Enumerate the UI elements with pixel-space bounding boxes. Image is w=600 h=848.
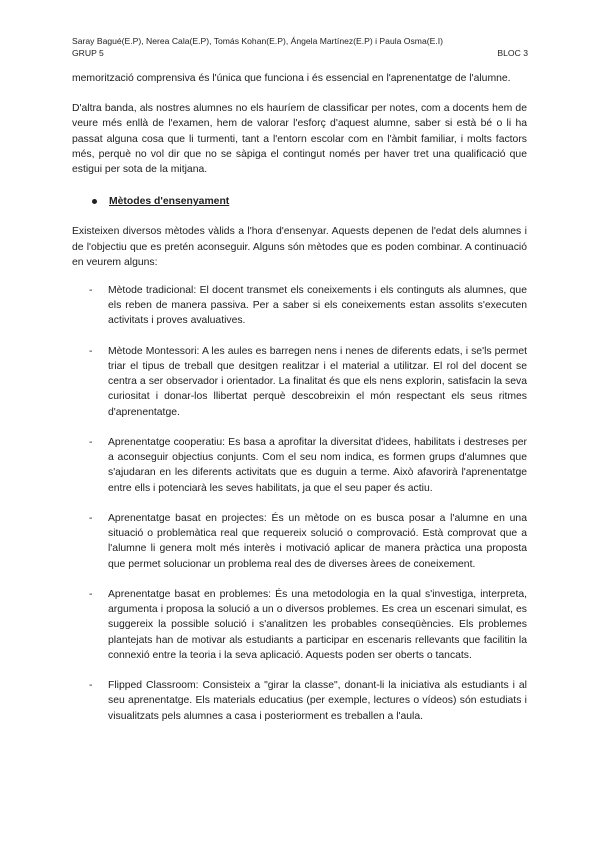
methods-list: [72, 283, 527, 724]
header-authors: Saray Bagué(E.P), Nerea Cala(E.P), Tomás Kohan(E.P), Ángela Martínez(E.P) i Paula Osma(E.I): [72, 36, 443, 46]
dash-marker: -: [89, 345, 93, 357]
header-group: GRUP 5: [72, 48, 104, 58]
page-header: [72, 35, 528, 59]
list-item-text: Mètode Montessori: A les aules es barregen nens i nenes de diferents edats, i se'ls permet triar el tipus de treball que desitgen realitzar i el material a utilitzar. El rol del docent se centra a ser observador i orientador. La finalitat és que els nens explorin, satisfacin la seva curiositat i donar-los llibertat perquè descobreixin el món respectant els seus ritmes d'aprenentatge.: [108, 345, 527, 418]
list-item: [72, 344, 527, 420]
dash-marker: -: [89, 437, 93, 449]
dash-marker: -: [89, 513, 93, 525]
bullet-icon: [92, 199, 97, 204]
list-item: [72, 511, 527, 572]
section-title: Mètodes d'ensenyament: [109, 196, 230, 208]
section-intro: Existeixen diversos mètodes vàlids a l'hora d'ensenyar. Aquests depenen de l'edat dels alumnes i de l'objectiu que es pretén aconseguir. Alguns són mètodes que es poden combinar. A continuació en veurem alguns:: [72, 226, 527, 268]
list-item-text: Flipped Classroom: Consisteix a "girar la classe", donant-li la iniciativa als estudiants i al seu aprenentatge. Els materials educatius (per exemple, lectures o vídeos) són estudiats i visualitzats pels alumnes a casa i posteriorment es treballen a l'aula.: [108, 680, 527, 722]
paragraph-1: memorització comprensiva és l'única que funciona i és essencial en l'aprenentatge de l'alumne.: [72, 73, 511, 84]
list-item-text: Aprenentatge basat en problemes: És una metodologia en la qual s'investiga, interpreta, argumenta i proposa la solució a un o diversos problemes. Es crea un escenari simulat, es suggereix la possible solució i s'analitzen les probables conseqüències. Els problemes plantejats han de motivar als estudiants a participar en escenaris rellevants que facilitin la connexió entre la teoria i la seva aplicació. Aquests poden ser oberts o tancats.: [108, 589, 527, 661]
list-item-text: Mètode tradicional: El docent transmet els coneixements i els continguts als alumnes, que els reben de manera passiva. Per a saber si els coneixements estan assolits s'executen activitats i proves avaluatives.: [108, 285, 527, 327]
paragraph-2: D'altra banda, als nostres alumnes no els hauríem de classificar per notes, com a docents hem de veure més enllà de l'examen, hem de valorar l'esforç d'aquest alumne, saber si està bé o li ha passat alguna cosa que li turmenti, tant a l'entorn escolar com en l'àmbit familiar, i molts factors més, perquè no vol dir que no se sàpiga el contingut només per haver tret una qualificació que estigui per sota de la mitjana.: [72, 103, 527, 176]
document-body: [72, 71, 527, 739]
header-block: BLOC 3: [497, 48, 528, 58]
list-item: [72, 678, 527, 724]
list-item-text: Aprenentatge cooperatiu: Es basa a aprofitar la diversitat d'idees, habilitats i destreses per a aconseguir objectius conjunts. Com el seu nom indica, es formen grups d'alumnes que s'ajudaran en les diferents activitats que es duguin a terme. Això afavorirà l'aprenentatge entre ells i potenciarà les seves habilitats, ja que el seu paper és actiu.: [108, 437, 527, 494]
dash-marker: -: [89, 285, 93, 297]
list-item-text: Aprenentatge basat en projectes: És un mètode on es busca posar a l'alumne en una situació o problemàtica real que requereix solució o comprovació. Està comprovat que a l'alumne li genera molt més interès i motivació aplicar de manera pràctica una proposta que permet solucionar un problema real des de diverses àrees de coneixement.: [108, 513, 527, 570]
header-row: [72, 47, 528, 59]
list-item: [72, 283, 527, 329]
dash-marker: -: [89, 680, 93, 692]
dash-marker: -: [89, 589, 93, 601]
section-heading: [72, 194, 527, 209]
list-item: [72, 587, 527, 663]
list-item: [72, 435, 527, 496]
